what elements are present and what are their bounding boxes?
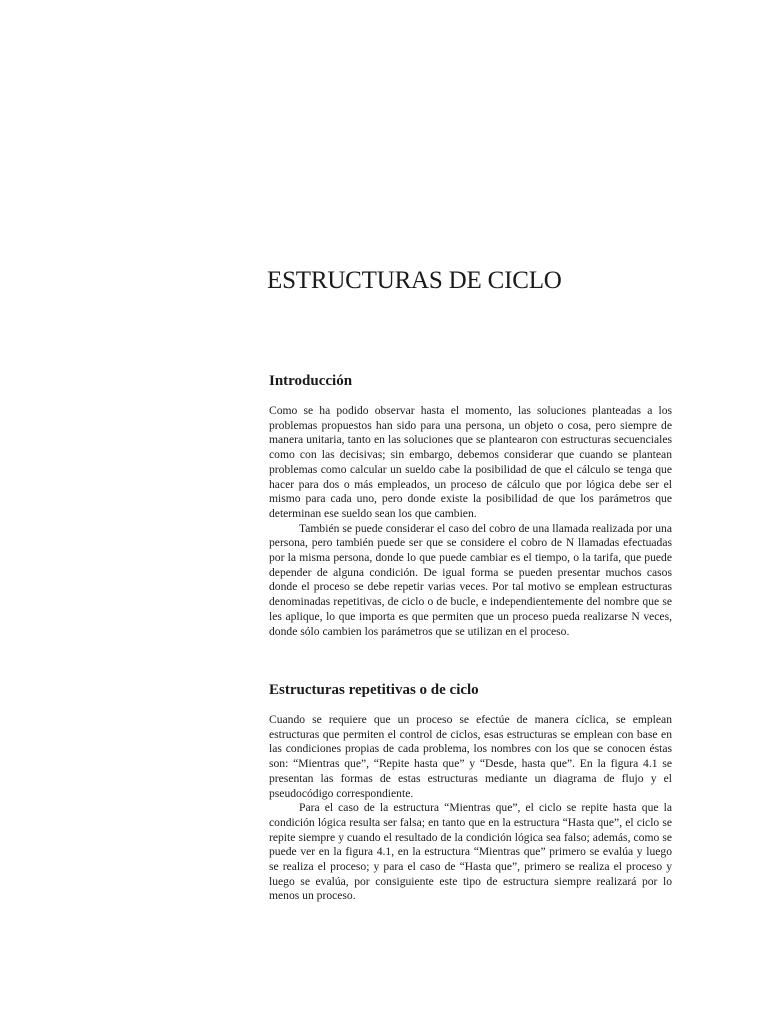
- section-estructuras-repetitivas: [269, 681, 672, 904]
- section-introduccion: [269, 372, 672, 639]
- paragraph: Para el caso de la estructura “Mientras que”, el ciclo se repite hasta que la condición lógica resulta ser falsa; en tanto que en la estructura “Hasta que”, el ciclo se repite siempre y cuando el resultado de la condición lógica sea falso; además, como se puede ver en la figura 4.1, en la estructura “Mientras que” primero se evalúa y luego se realiza el proceso; y para el caso de “Hasta que”, primero se realiza el proceso y luego se evalúa, por consiguiente este tipo de estructura siempre realizará por lo menos un proceso.: [269, 801, 672, 903]
- section-heading-introduccion: Introducción: [269, 373, 353, 389]
- paragraph: Cuando se requiere que un proceso se efectúe de manera cíclica, se emplean estructuras que permiten el control de ciclos, esas estructuras se emplean con base en las condiciones propias de cada problema, los nombres con los que se conocen éstas son: “Mientras que”, “Repite hasta que” y “Desde, hasta que”. En la figura 4.1 se presentan las formas de estas estructuras mediante un diagrama de flujo y el pseudocódigo correspondiente.: [269, 713, 672, 800]
- paragraph: Como se ha podido observar hasta el momento, las soluciones planteadas a los problemas propuestos han sido para una persona, un objeto o cosa, pero siempre de manera unitaria, tanto en las soluciones que se plantearon con estructuras secuenciales como con las decisivas; sin embargo, debemos considerar que cuando se plantean problemas como calcular un sueldo cabe la posibilidad de que el cálculo se tenga que hacer para dos o más empleados, un proceso de cálculo que por lógica debe ser el mismo para cada uno, pero donde existe la posibilidad de que los parámetros que determinan ese sueldo sean los que cambien.: [269, 404, 672, 520]
- chapter-title: ESTRUCTURAS DE CICLO: [267, 267, 562, 294]
- paragraph: También se puede considerar el caso del cobro de una llamada realizada por una persona, pero también puede ser que se considere el cobro de N llamadas efectuadas por la misma persona, donde lo que puede cambiar es el tiempo, o la tarifa, que puede depender de alguna condición. De igual forma se pueden presentar muchos casos donde el proceso se debe repetir varias veces. Por tal motivo se emplean estructuras denominadas repetitivas, de ciclo o de bucle, e independientemente del nombre que se les aplique, lo que importa es que permiten que un proceso pueda realizarse N veces, donde sólo cambien los parámetros que se utilizan en el proceso.: [269, 521, 672, 638]
- section-heading-estructuras-repetitivas: Estructuras repetitivas o de ciclo: [269, 682, 479, 698]
